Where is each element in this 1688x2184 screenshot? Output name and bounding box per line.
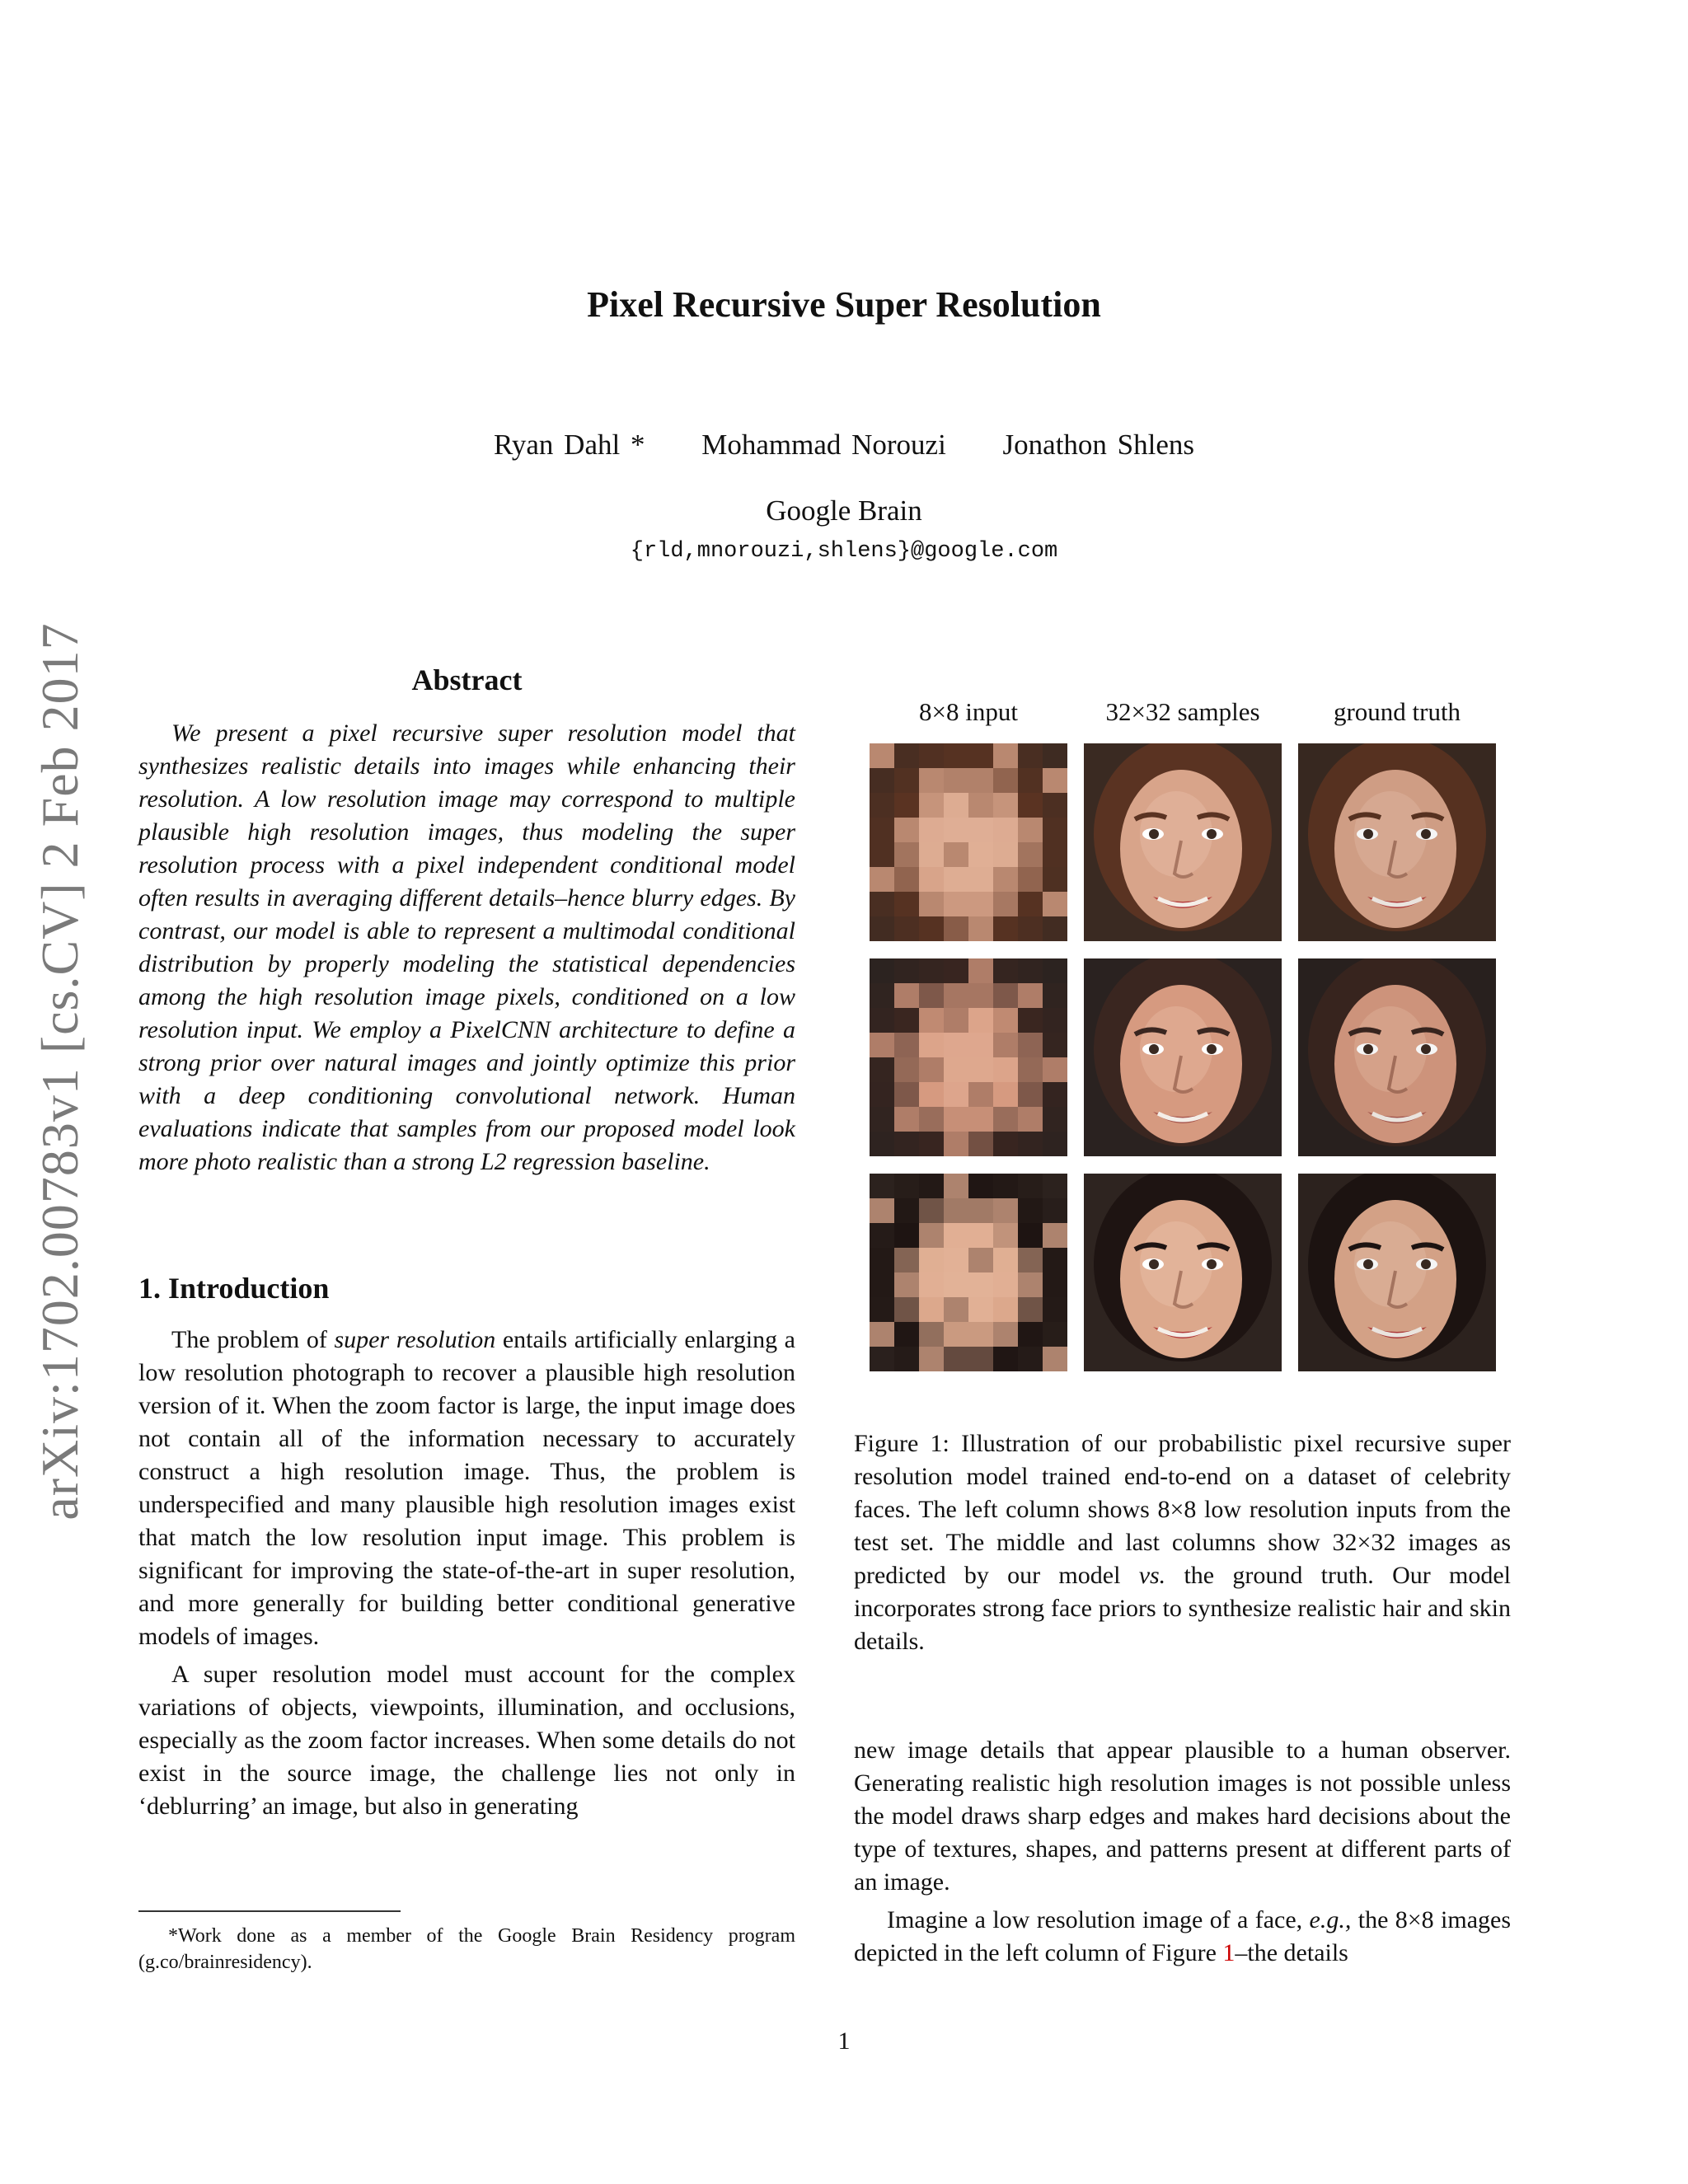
footnote-rule	[138, 1910, 401, 1912]
footnote: *Work done as a member of the Google Brain Residency program (g.co/brainresidency).	[138, 1925, 795, 1973]
intro-p1-emphasis: super resolution	[334, 1326, 496, 1353]
face-image-sample-row-2	[1084, 958, 1282, 1156]
arxiv-stamp	[23, 593, 97, 1549]
right-paragraph-1: new image details that appear plausible to a human observer. Generating realistic high resolution images is not possible unless the model draws sharp edges and makes hard decisions about the type of textures, shapes, and patterns present at different parts of an image.	[854, 1736, 1511, 1896]
right-paragraph-2	[854, 1904, 1511, 1970]
figure-reference-link[interactable]: 1	[1222, 1939, 1236, 1966]
author-1: Ryan Dahl *	[493, 429, 645, 461]
face-image-sample-row-1	[1084, 743, 1282, 941]
affiliation: Google Brain	[766, 494, 922, 527]
arxiv-stamp-text: arXiv:1702.00783v1 [cs.CV] 2 Feb 2017	[30, 622, 89, 1521]
figure-column-labels	[870, 697, 1496, 733]
caption-after: the ground truth. Our model incorporates strong face priors to synthesize realistic hair and skin details.	[854, 1562, 1511, 1655]
face-image-truth-row-1	[1298, 743, 1496, 941]
author-list	[0, 429, 1688, 462]
right-p2-mid: the 8×8 images depicted in the left column of Figure	[854, 1906, 1512, 1966]
intro-paragraph-2: A super resolution model must account for the complex variations of objects, viewpoints, illumination, and occlusions, especially as the zoom factor increases. When some details do not exist in the source image, the challenge lies not only in ‘deblurring’ an image, but also in generating	[138, 1661, 795, 1820]
column-label-samples: 32×32 samples	[1105, 697, 1260, 726]
left-column	[138, 663, 795, 1823]
intro-heading: 1. Introduction	[138, 1272, 330, 1305]
right-column-text	[854, 1734, 1511, 1970]
face-image-sample-row-3	[1084, 1174, 1282, 1371]
right-p2-before: Imagine a low resolution image of a face,	[887, 1906, 1310, 1933]
right-p2-emphasis: e.g.,	[1309, 1906, 1352, 1933]
intro-p1-before: The problem of	[171, 1326, 335, 1353]
author-3: Jonathon Shlens	[1002, 429, 1195, 461]
figure-caption	[854, 1427, 1511, 1658]
author-2: Mohammad Norouzi	[701, 429, 946, 461]
intro-p1-after: entails artificially enlarging a low resolution photograph to recover a plausible high resolution version of it. When the zoom factor is large, the input image does not contain all of the information necessary to accurately construct a high resolution image. Thus, the problem is underspecified and many plausible high resolution images exist that match the low resolution input image. This problem is significant for improving the state-of-the-art in super resolution, and more generally for building better conditional generative models of images.	[138, 1326, 795, 1650]
column-label-input: 8×8 input	[919, 697, 1018, 726]
right-p2-after: –the details	[1235, 1939, 1348, 1966]
face-image-input-row-2	[870, 958, 1067, 1156]
face-image-input-row-1	[870, 743, 1067, 941]
paper-title: Pixel Recursive Super Resolution	[587, 284, 1101, 325]
intro-paragraph-1	[138, 1324, 795, 1653]
column-label-ground-truth: ground truth	[1333, 697, 1461, 726]
caption-before: Figure 1: Illustration of our probabilistic pixel recursive super resolution model trained end-to-end on a dataset of celebrity faces. The left column shows 8×8 low resolution inputs from the test set. The middle and last columns show 32×32 images as predicted by our model	[854, 1430, 1511, 1589]
caption-emphasis: vs.	[1138, 1562, 1166, 1589]
abstract-heading: Abstract	[411, 663, 523, 696]
face-image-input-row-3	[870, 1174, 1067, 1371]
abstract-text: We present a pixel recursive super resolution model that synthesizes realistic details into images while enhancing their resolution. A low resolution image may correspond to multiple plausible high resolution images, thus modeling the super resolution process with a pixel independent conditional model often results in averaging different details–hence blurry edges. By contrast, our model is able to represent a multimodal conditional distribution by properly modeling the statistical dependencies among the high resolution image pixels, conditioned on a low resolution input. We employ a PixelCNN architecture to define a strong prior over natural images and jointly optimize this prior with a deep conditioning convolutional network. Human evaluations indicate that samples from our proposed model look more photo realistic than a strong L2 regression baseline.	[138, 719, 795, 1175]
page-number: 1	[837, 2027, 851, 2055]
face-image-grid	[870, 743, 1496, 1371]
figure-1	[870, 697, 1496, 733]
face-image-truth-row-3	[1298, 1174, 1496, 1371]
face-image-truth-row-2	[1298, 958, 1496, 1156]
author-email: {rld,mnorouzi,shlens}@google.com	[630, 539, 1058, 564]
